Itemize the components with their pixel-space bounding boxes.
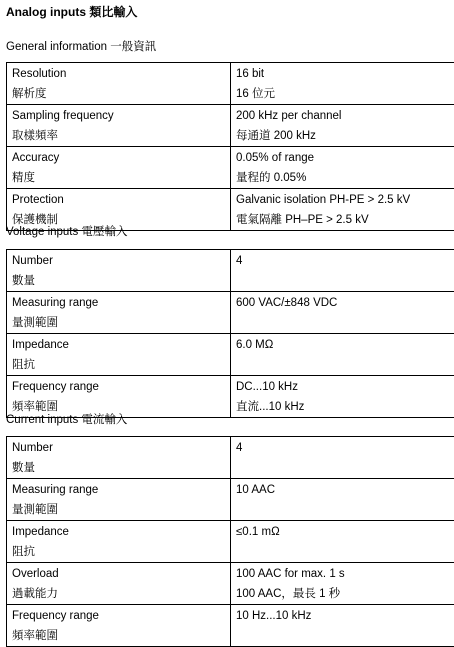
value-cell: [231, 521, 454, 563]
label-cell: [7, 605, 231, 647]
value-cell: [231, 563, 454, 605]
value-line-1: 600 VAC/±848 VDC: [236, 294, 454, 314]
label-zh: 阻抗: [12, 356, 230, 376]
table-row-impedance: [7, 334, 454, 376]
voltage-inputs-table: [6, 249, 454, 418]
value-line-1: 200 kHz per channel: [236, 107, 454, 127]
value-cell: [231, 189, 454, 231]
value-line-1: 16 bit: [236, 65, 454, 85]
table-row-accuracy: [7, 147, 454, 189]
general-info-table: [6, 62, 454, 231]
value-cell: [231, 605, 454, 647]
value-line-2: [236, 627, 454, 647]
value-line-1: DC...10 kHz: [236, 378, 454, 398]
value-line-2: [236, 459, 454, 479]
value-line-2: 100 AAC，最長 1 秒: [236, 585, 454, 605]
value-line-1: 6.0 MΩ: [236, 336, 454, 356]
value-line-2: 每通道 200 kHz: [236, 127, 454, 147]
value-line-2: [236, 272, 454, 292]
label-cell: [7, 479, 231, 521]
table-row-overload: [7, 563, 454, 605]
value-cell: [231, 105, 454, 147]
value-cell: [231, 147, 454, 189]
value-line-2: [236, 501, 454, 521]
value-cell: [231, 250, 454, 292]
value-line-1: 4: [236, 252, 454, 272]
value-line-2: [236, 543, 454, 563]
label-cell: [7, 250, 231, 292]
value-line-1: ≤0.1 mΩ: [236, 523, 454, 543]
label-zh: 數量: [12, 272, 230, 292]
value-line-2: 直流...10 kHz: [236, 398, 454, 418]
label-en: Measuring range: [12, 294, 230, 314]
label-en: Number: [12, 252, 230, 272]
label-en: Impedance: [12, 523, 230, 543]
value-line-2: [236, 314, 454, 334]
section-heading-voltage: Voltage inputs 電壓輸入: [6, 223, 127, 239]
label-zh: 保護機制: [12, 211, 230, 231]
label-en: Measuring range: [12, 481, 230, 501]
label-zh: 解析度: [12, 85, 230, 105]
table-row-measuring-range: [7, 292, 454, 334]
label-cell: [7, 521, 231, 563]
label-en: Protection: [12, 191, 230, 211]
value-line-1: 10 AAC: [236, 481, 454, 501]
value-cell: [231, 479, 454, 521]
label-zh: 阻抗: [12, 543, 230, 563]
label-cell: [7, 563, 231, 605]
label-zh: 頻率範圍: [12, 398, 230, 418]
value-cell: [231, 334, 454, 376]
table-row-frequency-range: [7, 605, 454, 647]
label-zh: 頻率範圍: [12, 627, 230, 647]
label-cell: [7, 437, 231, 479]
label-en: Impedance: [12, 336, 230, 356]
label-cell: [7, 63, 231, 105]
label-cell: [7, 147, 231, 189]
label-zh: 過載能力: [12, 585, 230, 605]
label-en: Frequency range: [12, 378, 230, 398]
value-cell: [231, 63, 454, 105]
label-en: Overload: [12, 565, 230, 585]
value-line-1: 0.05% of range: [236, 149, 454, 169]
table-row-number: [7, 250, 454, 292]
label-zh: 取樣頻率: [12, 127, 230, 147]
value-line-1: 100 AAC for max. 1 s: [236, 565, 454, 585]
value-cell: [231, 437, 454, 479]
value-line-2: 量程的 0.05%: [236, 169, 454, 189]
value-line-1: Galvanic isolation PH-PE > 2.5 kV: [236, 191, 454, 211]
label-en: Frequency range: [12, 607, 230, 627]
label-zh: 數量: [12, 459, 230, 479]
label-en: Resolution: [12, 65, 230, 85]
label-zh: 精度: [12, 169, 230, 189]
value-line-2: 16 位元: [236, 85, 454, 105]
section-heading-general: General information 一般資訊: [6, 38, 156, 54]
section-heading-current: Current inputs 電流輸入: [6, 411, 127, 427]
table-row-number: [7, 437, 454, 479]
value-line-2: [236, 356, 454, 376]
label-en: Sampling frequency: [12, 107, 230, 127]
table-row-measuring-range: [7, 479, 454, 521]
value-line-1: 4: [236, 439, 454, 459]
label-zh: 量測範圍: [12, 314, 230, 334]
table-row-impedance: [7, 521, 454, 563]
label-cell: [7, 292, 231, 334]
label-cell: [7, 334, 231, 376]
label-en: Number: [12, 439, 230, 459]
label-en: Accuracy: [12, 149, 230, 169]
current-inputs-table: [6, 436, 454, 647]
table-row-sampling-frequency: [7, 105, 454, 147]
value-cell: [231, 376, 454, 418]
label-zh: 量測範圍: [12, 501, 230, 521]
value-cell: [231, 292, 454, 334]
label-cell: [7, 105, 231, 147]
value-line-1: 10 Hz...10 kHz: [236, 607, 454, 627]
value-line-2: 電氣隔離 PH–PE > 2.5 kV: [236, 211, 454, 231]
table-row-resolution: [7, 63, 454, 105]
page-title: Analog inputs 類比輸入: [6, 3, 137, 20]
